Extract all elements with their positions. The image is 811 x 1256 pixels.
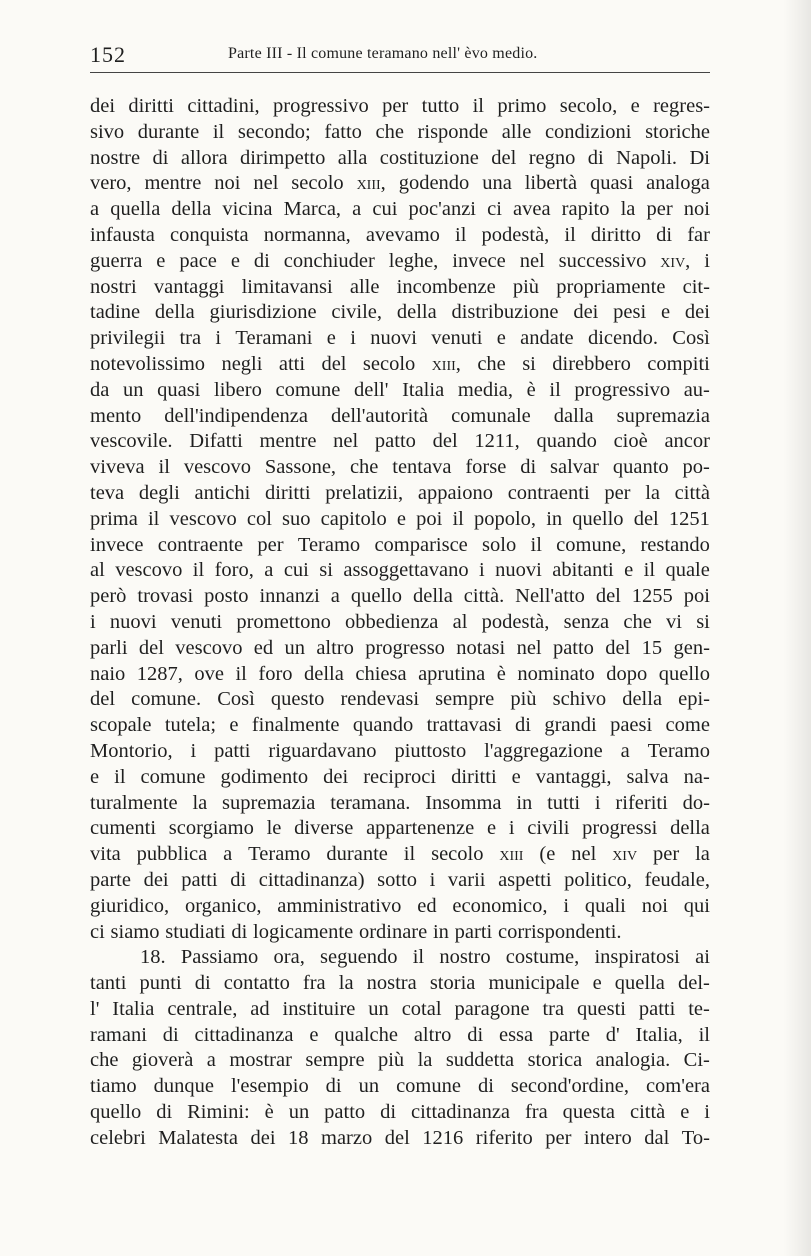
text-line: teva degli antichi diritti prelatizii, appaiono contraenti per la città xyxy=(90,481,710,504)
text-line: guerra e pace e di conchiuder leghe, invece nel successivo xiv, i xyxy=(90,249,710,272)
text-line: nostre di allora dirimpetto alla costituzione del regno di Napoli. Di xyxy=(90,146,710,169)
text-line: al vescovo il foro, a cui si assoggettavano i nuovi abitanti e il quale xyxy=(90,559,710,582)
text-line: ramani di cittadinanza e qualche altro di essa parte d' Italia, il xyxy=(90,1023,710,1046)
text-line: giuridico, organico, amministrativo ed economico, i quali noi qui xyxy=(90,894,710,917)
text-line: vescovile. Difatti mentre nel patto del 1211, quando cioè ancor xyxy=(90,430,710,453)
text-line: a quella della vicina Marca, a cui poc'anzi ci avea rapito la per noi xyxy=(90,198,710,221)
text-line: tadine della giurisdizione civile, della distribuzione dei pesi e dei xyxy=(90,301,710,324)
text-line: naio 1287, ove il foro della chiesa aprutina è nominato dopo quello xyxy=(90,662,710,685)
text-line: viveva il vescovo Sassone, che tentava forse di salvar quanto po- xyxy=(90,456,710,479)
text-line: parte dei patti di cittadinanza) sotto i varii aspetti politico, feudale, xyxy=(90,868,710,891)
text-line: 18. Passiamo ora, seguendo il nostro costume, inspiratosi ai xyxy=(140,946,710,969)
text-line: privilegii tra i Teramani e i nuovi venuti e andate dicendo. Così xyxy=(90,327,710,350)
page-edge-shadow xyxy=(783,0,811,1256)
text-line: invece contraente per Teramo comparisce solo il comune, restando xyxy=(90,533,710,556)
text-line: vero, mentre noi nel secolo xiii, godendo una libertà quasi analoga xyxy=(90,172,710,195)
header-rule xyxy=(90,72,710,73)
text-line: l' Italia centrale, ad instituire un cotal paragone tra questi patti te- xyxy=(90,997,710,1020)
body-text xyxy=(90,94,710,1152)
text-line: cumenti scorgiamo le diverse appartenenze e i civili progressi della xyxy=(90,817,710,840)
text-line: mento dell'indipendenza dell'autorità comunale dalla supremazia xyxy=(90,404,710,427)
text-line: tanti punti di contatto fra la nostra storia municipale e quella del- xyxy=(90,972,710,995)
text-line: tiamo dunque l'esempio di un comune di second'ordine, com'era xyxy=(90,1075,710,1098)
text-line: dei diritti cittadini, progressivo per tutto il primo secolo, e regres- xyxy=(90,95,710,117)
text-line: turalmente la supremazia teramana. Insomma in tutti i riferiti do- xyxy=(90,791,710,814)
text-line: notevolissimo negli atti del secolo xiii, che si direbbero compiti xyxy=(90,352,710,375)
text-line: prima il vescovo col suo capitolo e poi il popolo, in quello del 1251 xyxy=(90,507,710,530)
text-line: e il comune godimento dei reciproci diritti e vantaggi, salva na- xyxy=(90,765,710,788)
text-line: sivo durante il secondo; fatto che risponde alle condizioni storiche xyxy=(90,120,710,143)
text-line: che gioverà a mostrar sempre più la suddetta storica analogia. Ci- xyxy=(90,1049,710,1072)
page-header xyxy=(90,34,710,70)
text-line: vita pubblica a Teramo durante il secolo xiii (e nel xiv per la xyxy=(90,843,710,866)
page-number: 152 xyxy=(90,42,126,67)
text-line: infausta conquista normanna, avevamo il podestà, il diritto di far xyxy=(90,223,710,246)
text-line: del comune. Così questo rendevasi sempre più schivo della epi- xyxy=(90,688,710,711)
text-line: Montorio, i patti riguardavano piuttosto l'aggregazione a Teramo xyxy=(90,739,710,762)
text-line: quello di Rimini: è un patto di cittadinanza fra questa città e i xyxy=(90,1101,710,1124)
running-head: Parte III - Il comune teramano nell' èvo medio. xyxy=(228,45,538,62)
text-line: scopale tutela; e finalmente quando trattavasi di grandi paesi come xyxy=(90,714,710,737)
text-line: i nuovi venuti promettono obbedienza al podestà, senza che vi si xyxy=(90,610,710,633)
text-line: ci siamo studiati di logicamente ordinare in parti corrispondenti. xyxy=(90,920,622,943)
text-line: da un quasi libero comune dell' Italia media, è il progressivo au- xyxy=(90,378,710,401)
text-line: però trovasi posto innanzi a quello della città. Nell'atto del 1255 poi xyxy=(90,585,710,608)
text-line: parli del vescovo ed un altro progresso notasi nel patto del 15 gen- xyxy=(90,636,710,659)
text-line: nostri vantaggi limitavansi alle incombenze più propriamente cit- xyxy=(90,275,710,298)
text-line: celebri Malatesta dei 18 marzo del 1216 riferito per intero dal To- xyxy=(90,1126,710,1149)
